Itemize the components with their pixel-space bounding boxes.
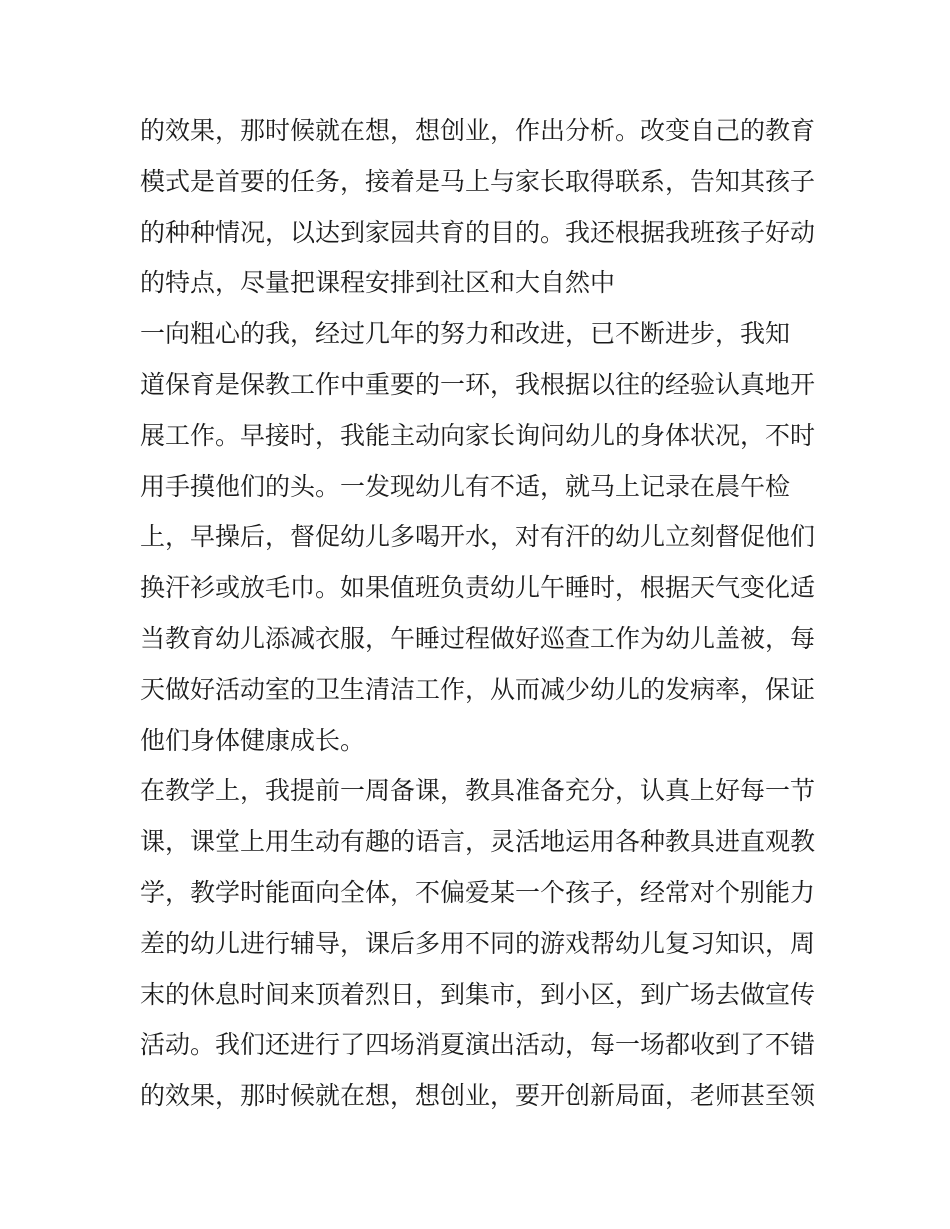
text-line: 一向粗心的我，经过几年的努力和改进，已不断进步，我知	[140, 319, 791, 349]
text-line: 天做好活动室的卫生清洁工作，从而减少幼儿的发病率，保证	[140, 674, 816, 704]
text-line: 模式是首要的任务，接着是马上与家长取得联系，告知其孩子	[140, 166, 816, 196]
text-line: 用手摸他们的头。一发现幼儿有不适，就马上记录在晨午检	[140, 471, 791, 501]
text-line: 的特点，尽量把课程安排到社区和大自然中	[140, 268, 616, 298]
text-line: 换汗衫或放毛巾。如果值班负责幼儿午睡时，根据天气变化适	[140, 573, 816, 603]
text-line: 他们身体健康成长。	[140, 725, 366, 755]
text-line: 活动。我们还进行了四场消夏演出活动，每一场都收到了不错	[140, 1030, 816, 1060]
text-line: 课，课堂上用生动有趣的语言，灵活地运用各种教具进直观教	[140, 827, 816, 857]
text-line: 当教育幼儿添减衣服，午睡过程做好巡查工作为幼儿盖被，每	[140, 623, 816, 653]
text-line: 的效果，那时候就在想，想创业，作出分析。改变自己的教育	[140, 116, 816, 145]
text-line: 道保育是保教工作中重要的一环，我根据以往的经验认真地开	[140, 369, 816, 399]
text-line: 在教学上，我提前一周备课，教具准备充分，认真上好每一节	[140, 776, 816, 806]
text-line: 学，教学时能面向全体，不偏爱某一个孩子，经常对个别能力	[140, 877, 816, 907]
text-line: 的效果，那时候就在想，想创业，要开创新局面，老师甚至领	[140, 1081, 816, 1111]
text-line: 展工作。早接时，我能主动向家长询问幼儿的身体状况，不时	[140, 420, 816, 450]
body-text	[140, 106, 820, 1122]
text-line: 的种种情况，以达到家园共育的目的。我还根据我班孩子好动	[140, 217, 816, 247]
text-line: 差的幼儿进行辅导，课后多用不同的游戏帮幼儿复习知识，周	[140, 928, 816, 958]
text-line: 末的休息时间来顶着烈日，到集市，到小区，到广场去做宣传	[140, 979, 816, 1009]
text-line: 上，早操后，督促幼儿多喝开水，对有汗的幼儿立刻督促他们	[140, 522, 816, 552]
